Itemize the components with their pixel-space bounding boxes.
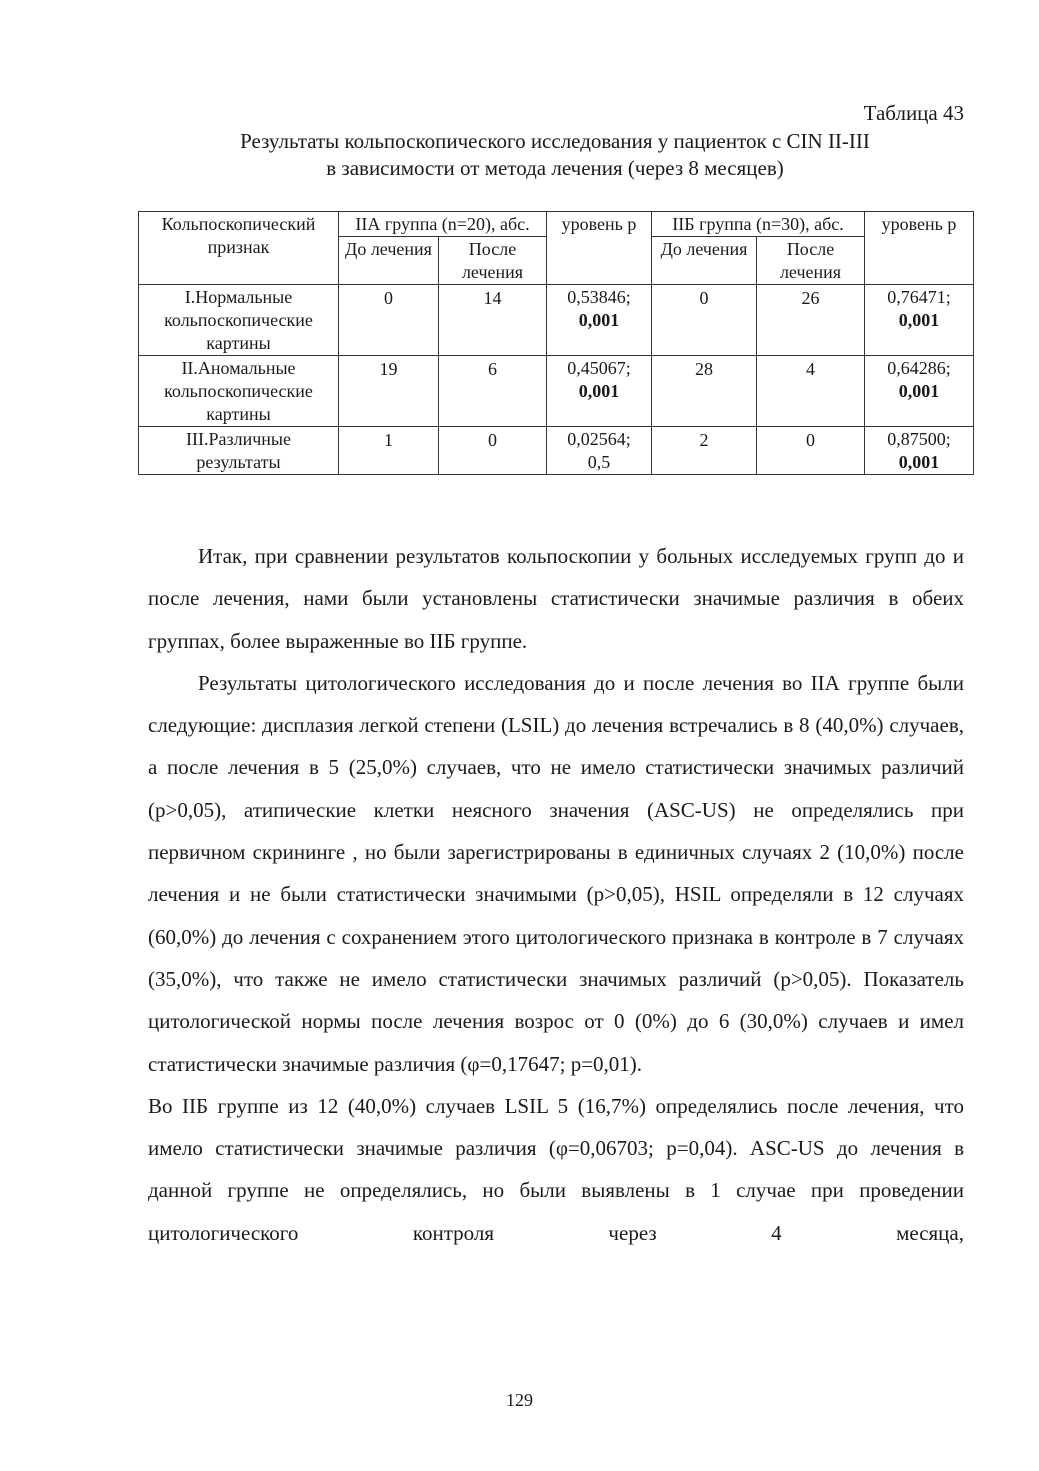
table-row xyxy=(139,285,974,356)
row-b-before: 0 xyxy=(652,285,757,356)
table-number: Таблица 43 xyxy=(863,101,964,125)
colposcopy-results-table xyxy=(138,211,974,475)
row-b-phi: 0,64286; xyxy=(887,358,951,378)
row-b-after: 26 xyxy=(757,285,865,356)
row-b-p: 0,001 xyxy=(898,452,940,472)
row-b-after: 0 xyxy=(757,427,865,475)
page-number: 129 xyxy=(506,1390,533,1410)
caption-line: Результаты кольпоскопического исследования у пациенток с CIN II-III xyxy=(240,129,870,153)
row-b-phi: 0,76471; xyxy=(887,287,951,307)
row-a-after: 14 xyxy=(439,285,547,356)
row-a-p: 0,001 xyxy=(578,381,620,401)
header-group-b: IIБ группа (n=30), абс. xyxy=(652,212,865,237)
header-a-before: До лечения xyxy=(339,237,439,285)
row-a-phi: 0,45067; xyxy=(567,358,631,378)
header-level-a: уровень р xyxy=(547,212,652,285)
table-caption xyxy=(140,128,970,182)
row-feature: III.Различные результаты xyxy=(139,427,339,475)
row-a-before: 1 xyxy=(339,427,439,475)
row-b-before: 2 xyxy=(652,427,757,475)
header-level-b: уровень р xyxy=(865,212,974,285)
row-feature: II.Аномальные кольпоскопические картины xyxy=(139,356,339,427)
row-a-after: 6 xyxy=(439,356,547,427)
header-group-a: IIА группа (n=20), абс. xyxy=(339,212,547,237)
row-b-level xyxy=(865,356,974,427)
row-b-phi: 0,87500; xyxy=(887,429,951,449)
row-a-p: 0,5 xyxy=(587,452,611,472)
table-header-row xyxy=(139,212,974,237)
header-a-after: После лечения xyxy=(439,237,547,285)
row-a-level xyxy=(547,285,652,356)
row-feature: I.Нормальные кольпоскопические картины xyxy=(139,285,339,356)
row-b-p: 0,001 xyxy=(898,381,940,401)
row-b-after: 4 xyxy=(757,356,865,427)
header-feature: Кольпоскопический признак xyxy=(139,212,339,285)
paragraph: Во IIБ группе из 12 (40,0%) случаев LSIL 5 (16,7%) определялись после лечения, что имело статистически значимые различия (φ=0,06703; p=0,04). ASC-US до лечения в данной группе не определялись, но были выявлены в 1 случае при проведении цитологического контроля через 4 месяца, xyxy=(148,1093,964,1245)
caption-line: в зависимости от метода лечения (через 8 месяцев) xyxy=(326,156,784,180)
row-a-level xyxy=(547,356,652,427)
table-row xyxy=(139,356,974,427)
row-b-level xyxy=(865,285,974,356)
row-a-before: 0 xyxy=(339,285,439,356)
header-b-after: После лечения xyxy=(757,237,865,285)
header-b-before: До лечения xyxy=(652,237,757,285)
row-a-phi: 0,53846; xyxy=(567,287,631,307)
row-a-before: 19 xyxy=(339,356,439,427)
row-a-p: 0,001 xyxy=(578,310,620,330)
row-b-p: 0,001 xyxy=(898,310,940,330)
paragraph: Итак, при сравнении результатов кольпоскопии у больных исследуемых групп до и после лечения, нами были установлены статистически значимые различия в обеих группах, более выраженные во IIБ группе. xyxy=(148,544,964,653)
paragraph: Результаты цитологического исследования до и после лечения во IIА группе были следующие: дисплазия легкой степени (LSIL) до лечения встречались в 8 (40,0%) случаев, а после лечения в 5 (25,0%) случаев, что не имело статистически значимых различий (p>0,05), атипические клетки неясного значения (ASC-US) не определялись при первичном скрининге , но были зарегистрированы в единичных случаях 2 (10,0%) после лечения и не были статистически значимыми (p>0,05), HSIL определяли в 12 случаях (60,0%) до лечения с сохранением этого цитологического признака в контроле в 7 случаях (35,0%), что также не имело статистически значимых различий (p>0,05). Показатель цитологической нормы после лечения возрос от 0 (0%) до 6 (30,0%) случаев и имел статистически значимые различия (φ=0,17647; p=0,01). xyxy=(148,670,964,1076)
row-b-level xyxy=(865,427,974,475)
body-text xyxy=(148,535,964,1254)
table-row xyxy=(139,427,974,475)
row-a-after: 0 xyxy=(439,427,547,475)
row-b-before: 28 xyxy=(652,356,757,427)
row-a-phi: 0,02564; xyxy=(567,429,631,449)
row-a-level xyxy=(547,427,652,475)
